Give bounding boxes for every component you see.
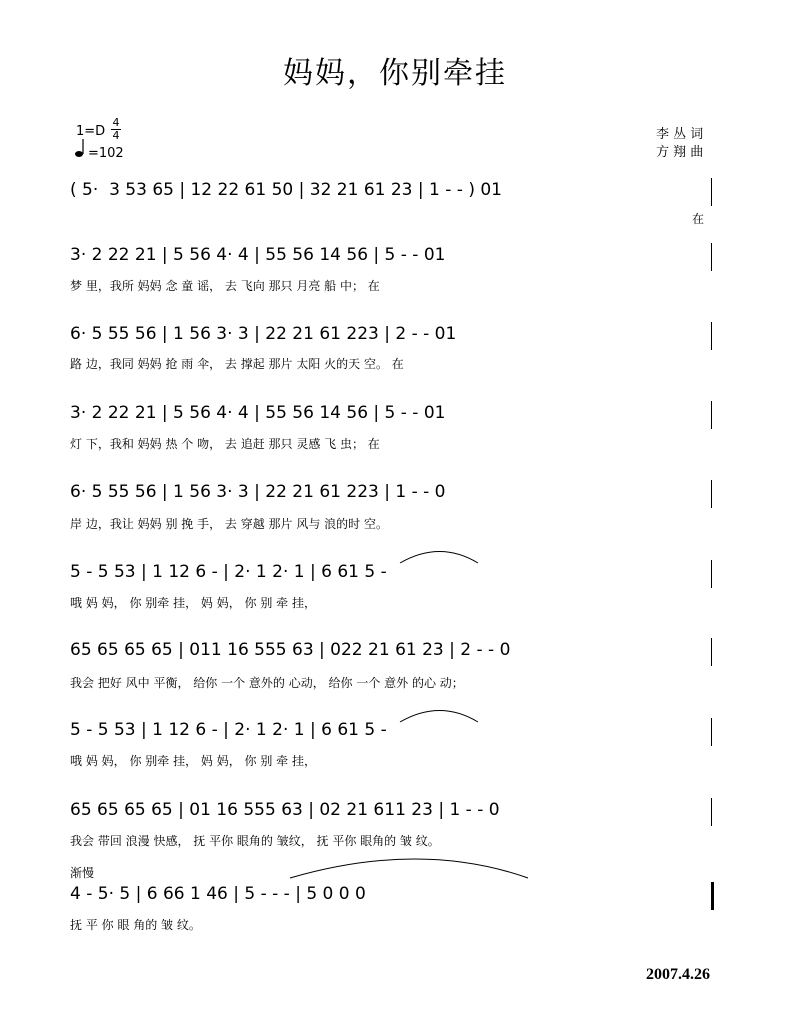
lyric-line: 在 (692, 212, 705, 226)
lyric-line: 路 边，我同 妈妈 抢 雨 伞， 去 撑起 那片 太阳 火的天 空。 在 (70, 357, 404, 371)
notation-line: 5 - 5 53 | 1 12 6 - | 2· 1 2· 1 | 6 61 5 - (70, 562, 387, 582)
slur (400, 552, 478, 564)
lyric-line: 抚 平 你 眼 角的 皱 纹。 (70, 918, 201, 932)
lyric-line: 岸 边，我让 妈妈 别 挽 手， 去 穿越 那片 风与 浪的时 空。 (70, 517, 388, 531)
notation-line: 3· 2 22 21 | 5 56 4· 4 | 55 56 14 56 | 5 - - 01 (70, 245, 446, 265)
notation-line: 65 65 65 65 | 01 16 555 63 | 02 21 611 23 | 1 - - 0 (70, 800, 500, 820)
lyric-line: 梦 里，我所 妈妈 念 童 谣， 去 飞向 那只 月亮 船 中； 在 (70, 279, 380, 293)
slur (400, 711, 478, 723)
notation-line: 65 65 65 65 | 011 16 555 63 | 022 21 61 23 | 2 - - 0 (70, 640, 511, 660)
composer-credit: 方 翔 曲 (656, 145, 704, 160)
notation-line: 3· 2 22 21 | 5 56 4· 4 | 55 56 14 56 | 5 - - 01 (70, 403, 446, 423)
lyric-line: 灯 下，我和 妈妈 热 个 吻， 去 追赶 那只 灵感 飞 虫； 在 (70, 437, 380, 451)
lyricist-credit: 李 丛 词 (656, 127, 704, 142)
time-signature-top: 4 (112, 116, 120, 129)
key-signature: 1=D (76, 124, 106, 139)
notation-line: 6· 5 55 56 | 1 56 3· 3 | 22 21 61 223 | 1 - - 0 (70, 482, 446, 502)
lyric-line: 哦 妈 妈， 你 别牵 挂， 妈 妈， 你 别 牵 挂， (70, 596, 316, 610)
slur (290, 859, 528, 878)
tempo-marking: =102 (88, 146, 124, 161)
notation-line: 5 - 5 53 | 1 12 6 - | 2· 1 2· 1 | 6 61 5 - (70, 720, 387, 740)
notation-line: ( 5· 3 53 65 | 12 22 61 50 | 32 21 61 23 | 1 - - ) 01 (70, 180, 502, 200)
lyric-line: 我会 把好 风中 平衡， 给你 一个 意外的 心动， 给你 一个 意外 的心 动； (70, 676, 464, 690)
lyric-line: 哦 妈 妈， 你 别牵 挂， 妈 妈， 你 别 牵 挂， (70, 754, 316, 768)
time-signature-bottom: 4 (112, 129, 120, 142)
notation-line: 6· 5 55 56 | 1 56 3· 3 | 22 21 61 223 | 2 - - 01 (70, 324, 457, 344)
page-title: 妈妈，你别牵挂 (283, 56, 507, 91)
date-stamp: 2007.4.26 (646, 966, 710, 983)
lyric-line: 我会 带回 浪漫 快感， 抚 平你 眼角的 皱纹， 抚 平你 眼角的 皱 纹。 (70, 834, 440, 848)
notation-line: 4 - 5· 5 | 6 66 1 46 | 5 - - - | 5 0 0 0 (70, 884, 366, 904)
tempo-direction: 渐慢 (70, 866, 95, 880)
